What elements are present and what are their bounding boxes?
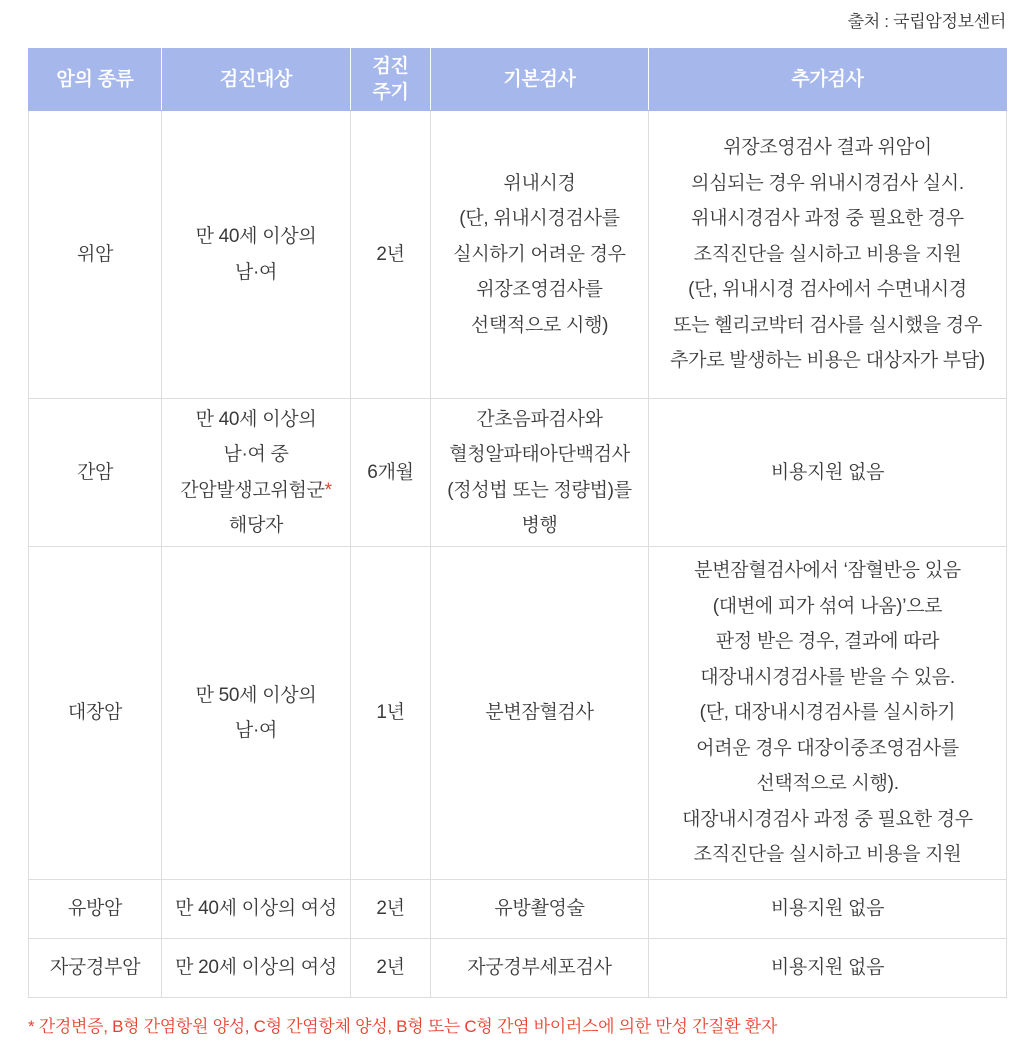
cell-basic-test: [431, 939, 649, 998]
table-row: [29, 111, 1007, 399]
cell-cancer-type: [29, 939, 162, 998]
header-label: 추가검사: [791, 68, 864, 90]
cell-basic-test: [431, 399, 649, 547]
basic-test-text: 자궁경부세포검사: [467, 957, 612, 979]
cell-basic-test: [431, 547, 649, 880]
cycle-text: 2년: [376, 243, 405, 265]
target-text: 만 50세 이상의 남·여: [195, 684, 317, 741]
cell-cycle: [351, 880, 431, 939]
cell-extra-test: [649, 939, 1007, 998]
header-label: 암의 종류: [56, 68, 134, 90]
cell-cycle: [351, 939, 431, 998]
cell-extra-test: [649, 880, 1007, 939]
table-body: [29, 111, 1007, 998]
cell-basic-test: [431, 880, 649, 939]
cancer-type-text: 간암: [76, 461, 114, 483]
target-text: 만 40세 이상의 남·여 중 간암발생고위험군: [180, 408, 325, 501]
target-text: 만 20세 이상의 여성: [175, 957, 337, 979]
high-risk-footnote: * 간경변증, B형 간염항원 양성, C형 간염항체 양성, B형 또는 C형 간염 바이러스에 의한 만성 간질환 환자: [28, 1017, 778, 1036]
cycle-text: 2년: [376, 898, 405, 920]
target-text-suffix: 해당자: [228, 515, 284, 536]
cancer-type-text: 자궁경부암: [49, 957, 141, 979]
header-target: [162, 49, 351, 111]
cancer-type-text: 대장암: [67, 702, 123, 724]
cell-cancer-type: [29, 399, 162, 547]
cell-target: [162, 399, 351, 547]
basic-test-text: 간초음파검사와 혈청알파태아단백검사 (정성법 또는 정량법)를 병행: [447, 408, 632, 536]
header-cycle: [351, 49, 431, 111]
cell-target: [162, 547, 351, 880]
cell-cancer-type: [29, 880, 162, 939]
cycle-text: 6개월: [367, 461, 414, 483]
extra-test-text: 위장조영검사 결과 위암이 의심되는 경우 위내시경검사 실시. 위내시경검사 과정 중 필요한 경우 조직진단을 실시하고 비용을 지원 (단, 위내시경 검사에서 수면내시경 또는 헬리코박터 검사를 실시했을 경우 추가로 발생하는 비용은 대상자가 부담): [670, 137, 985, 372]
source-note: 출처 : 국립암정보센터: [847, 12, 1006, 31]
cell-cancer-type: [29, 547, 162, 880]
cell-target: [162, 939, 351, 998]
cell-extra-test: [649, 547, 1007, 880]
cell-target: [162, 880, 351, 939]
cell-extra-test: [649, 399, 1007, 547]
header-label: 검진 주기: [372, 55, 409, 103]
cycle-text: 2년: [376, 957, 405, 979]
table-row: [29, 939, 1007, 998]
target-text: 만 40세 이상의 남·여: [195, 226, 317, 283]
cancer-type-text: 유방암: [67, 898, 123, 920]
basic-test-text: 위내시경 (단, 위내시경검사를 실시하기 어려운 경우 위장조영검사를 선택적으로 시행): [453, 172, 626, 336]
screening-table: [28, 48, 1007, 998]
table-header: [29, 49, 1007, 111]
cell-cycle: [351, 547, 431, 880]
header-label: 검진대상: [219, 68, 293, 90]
cancer-type-text: 위암: [76, 243, 114, 265]
header-label: 기본검사: [503, 68, 576, 90]
high-risk-asterisk: *: [324, 479, 332, 501]
extra-test-text: 비용지원 없음: [770, 898, 885, 920]
table-row: [29, 547, 1007, 880]
extra-test-text: 비용지원 없음: [770, 957, 885, 979]
cell-cancer-type: [29, 111, 162, 399]
table-row: [29, 399, 1007, 547]
table-row: [29, 880, 1007, 939]
basic-test-text: 분변잠혈검사: [485, 702, 594, 724]
cell-basic-test: [431, 111, 649, 399]
header-extra-test: [649, 49, 1007, 111]
table-header-row: [29, 49, 1007, 111]
cycle-text: 1년: [376, 702, 405, 724]
extra-test-text: 분변잠혈검사에서 ‘잠혈반응 있음 (대변에 피가 섞여 나옴)’으로 판정 받은 경우, 결과에 따라 대장내시경검사를 받을 수 있음. (단, 대장내시경검사를 실시하기 어려운 경우 대장이중조영검사를 선택적으로 시행). 대장내시경검사 과정 중 필요한 경우 조직진단을 실시하고 비용을 지원: [682, 560, 973, 866]
cell-cycle: [351, 111, 431, 399]
basic-test-text: 유방촬영술: [494, 898, 585, 920]
target-text: 만 40세 이상의 여성: [175, 898, 337, 920]
cell-cycle: [351, 399, 431, 547]
header-basic-test: [431, 49, 649, 111]
cell-extra-test: [649, 111, 1007, 399]
extra-test-text: 비용지원 없음: [770, 461, 885, 483]
header-cancer-type: [29, 49, 162, 111]
cell-target: [162, 111, 351, 399]
